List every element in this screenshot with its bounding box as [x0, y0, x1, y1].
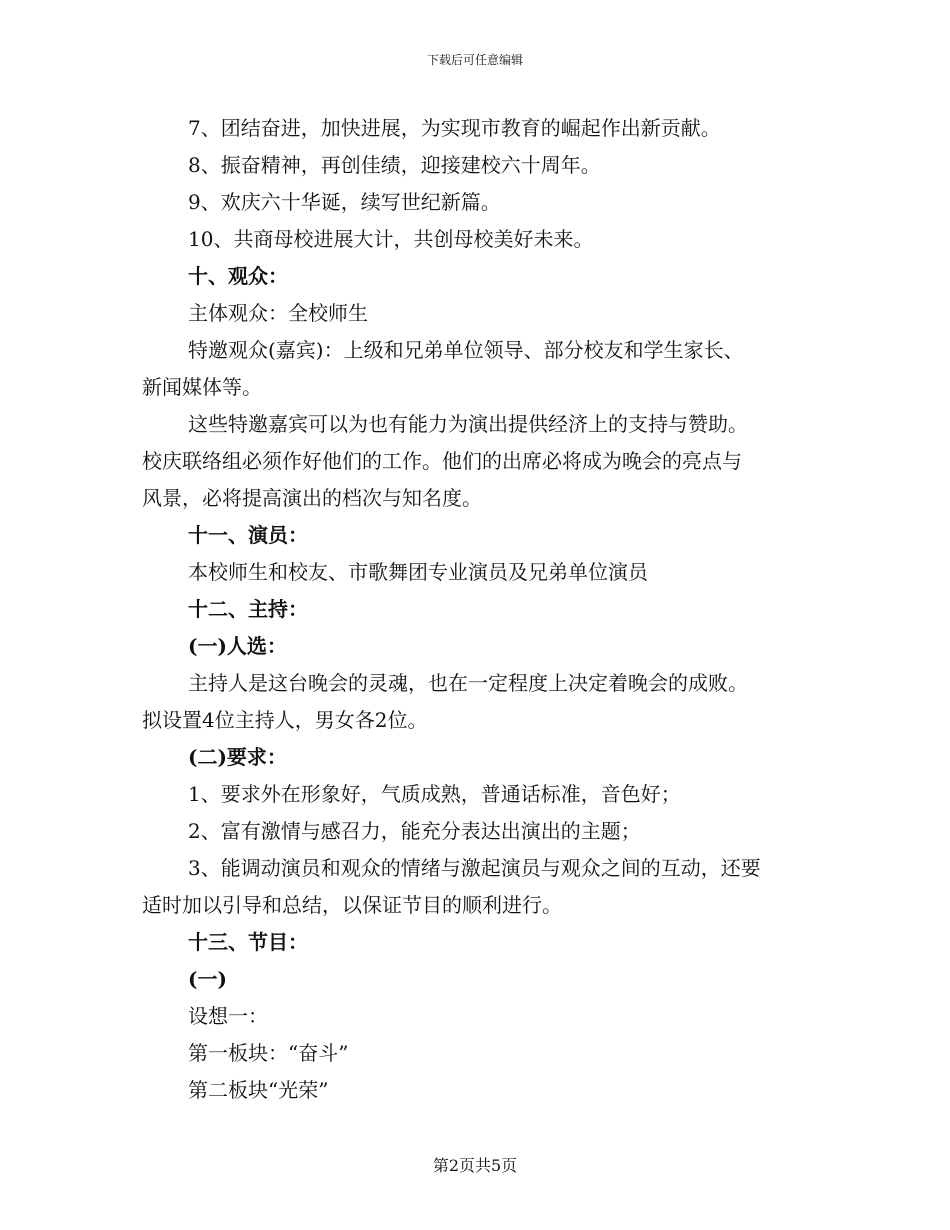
page-number: 第2页共5页 — [432, 1156, 518, 1175]
text-line: 8、振奋精神，再创佳绩，迎接建校六十周年。 — [188, 153, 601, 177]
text-line: 9、欢庆六十华诞，续写世纪新篇。 — [188, 190, 501, 214]
section-heading: (一) — [188, 967, 227, 991]
section-heading: 十三、节目： — [188, 930, 308, 954]
section-heading: (一)人选： — [188, 634, 287, 658]
text-line: 2、富有激情与感召力，能充分表达出演出的主题； — [188, 819, 641, 843]
text-line: 10、共商母校进展大计，共创母校美好未来。 — [188, 227, 594, 251]
text-line: 3、能调动演员和观众的情绪与激起演员与观众之间的互动，还要 — [188, 856, 761, 880]
section-heading: 十一、演员： — [188, 523, 308, 547]
page-header-note: 下载后可任意编辑 — [426, 53, 523, 67]
text-line: 这些特邀嘉宾可以为也有能力为演出提供经济上的支持与赞助。 — [188, 412, 748, 436]
text-line: 7、团结奋进，加快进展，为实现市教育的崛起作出新贡献。 — [188, 116, 721, 140]
text-line: 设想一： — [188, 1004, 268, 1028]
text-line: 1、要求外在形象好，气质成熟，普通话标准，音色好； — [188, 782, 681, 806]
section-heading: 十、观众： — [188, 264, 288, 288]
text-line: 第一板块：“奋斗” — [188, 1041, 349, 1065]
section-heading: 十二、主持： — [188, 597, 308, 621]
text-line: 拟设置4位主持人，男女各2位。 — [142, 708, 428, 732]
text-line: 特邀观众(嘉宾)：上级和兄弟单位领导、部分校友和学生家长、 — [188, 338, 744, 362]
text-line: 新闻媒体等。 — [142, 375, 262, 399]
text-line: 校庆联络组必须作好他们的工作。他们的出席必将成为晚会的亮点与 — [142, 449, 742, 473]
text-line: 主体观众：全校师生 — [188, 301, 368, 325]
text-line: 主持人是这台晚会的灵魂，也在一定程度上决定着晚会的成败。 — [188, 671, 748, 695]
section-heading: (二)要求： — [188, 745, 287, 769]
text-line: 本校师生和校友、市歌舞团专业演员及兄弟单位演员 — [188, 560, 648, 584]
text-line: 风景，必将提高演出的档次与知名度。 — [142, 486, 482, 510]
document-body — [142, 110, 822, 1109]
text-line: 适时加以引导和总结，以保证节目的顺利进行。 — [142, 893, 562, 917]
text-line: 第二板块“光荣” — [188, 1078, 329, 1102]
